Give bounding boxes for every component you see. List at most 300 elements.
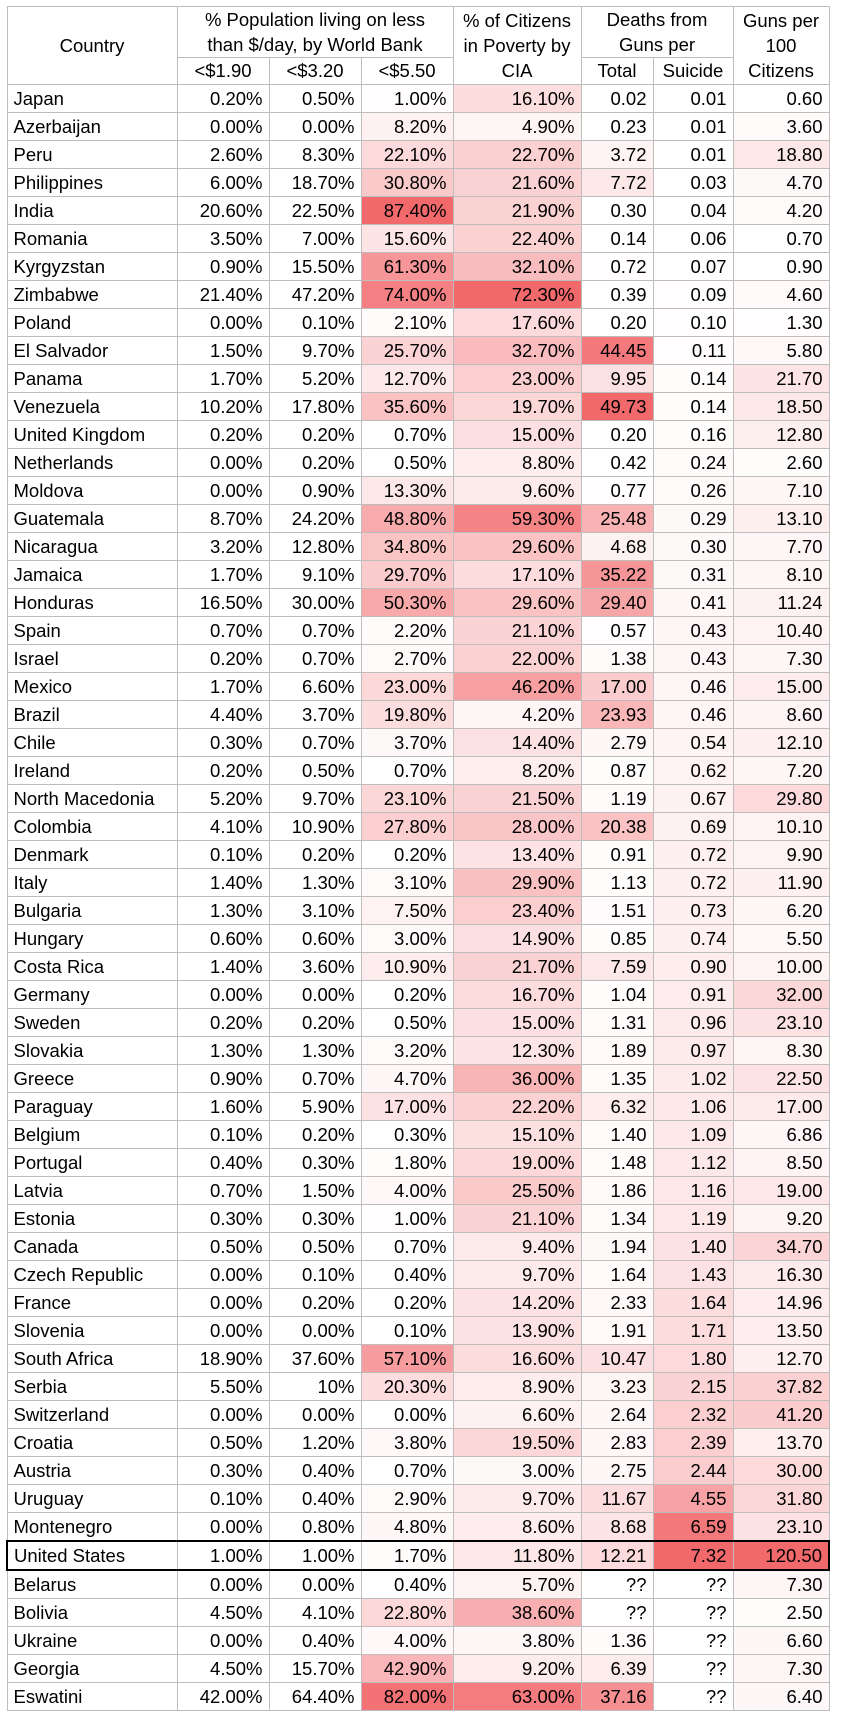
guns-cell[interactable]: 18.80	[733, 141, 829, 169]
deaths-suicide-cell[interactable]: 0.14	[653, 365, 733, 393]
wb-550-cell[interactable]: 27.80%	[361, 813, 453, 841]
guns-cell[interactable]: 11.24	[733, 589, 829, 617]
wb-550-cell[interactable]: 87.40%	[361, 197, 453, 225]
cia-cell[interactable]: 8.60%	[453, 1513, 581, 1542]
cia-cell[interactable]: 16.60%	[453, 1345, 581, 1373]
wb-550-cell[interactable]: 0.40%	[361, 1261, 453, 1289]
wb-320-cell[interactable]: 9.10%	[269, 561, 361, 589]
deaths-suicide-cell[interactable]: 1.02	[653, 1065, 733, 1093]
cia-cell[interactable]: 15.00%	[453, 421, 581, 449]
header-deaths[interactable]: Deaths from Guns per	[581, 7, 733, 58]
wb-190-cell[interactable]: 42.00%	[177, 1683, 269, 1711]
wb-320-cell[interactable]: 1.20%	[269, 1429, 361, 1457]
deaths-suicide-cell[interactable]: 1.71	[653, 1317, 733, 1345]
deaths-suicide-cell[interactable]: 0.67	[653, 785, 733, 813]
deaths-suicide-cell[interactable]: 0.46	[653, 673, 733, 701]
wb-320-cell[interactable]: 24.20%	[269, 505, 361, 533]
guns-cell[interactable]: 13.70	[733, 1429, 829, 1457]
wb-320-cell[interactable]: 3.60%	[269, 953, 361, 981]
wb-320-cell[interactable]: 10.90%	[269, 813, 361, 841]
country-cell[interactable]: Montenegro	[7, 1513, 177, 1542]
deaths-total-cell[interactable]: 17.00	[581, 673, 653, 701]
wb-190-cell[interactable]: 0.90%	[177, 1065, 269, 1093]
deaths-total-cell[interactable]: 0.72	[581, 253, 653, 281]
deaths-total-cell[interactable]: 1.64	[581, 1261, 653, 1289]
cia-cell[interactable]: 9.20%	[453, 1655, 581, 1683]
wb-190-cell[interactable]: 1.70%	[177, 673, 269, 701]
cia-cell[interactable]: 15.10%	[453, 1121, 581, 1149]
deaths-suicide-cell[interactable]: 1.06	[653, 1093, 733, 1121]
deaths-suicide-cell[interactable]: 0.16	[653, 421, 733, 449]
cia-cell[interactable]: 21.50%	[453, 785, 581, 813]
header-wb-320[interactable]: <$3.20	[269, 58, 361, 85]
guns-cell[interactable]: 7.30	[733, 1570, 829, 1599]
wb-190-cell[interactable]: 0.20%	[177, 421, 269, 449]
guns-cell[interactable]: 2.50	[733, 1599, 829, 1627]
cia-cell[interactable]: 25.50%	[453, 1177, 581, 1205]
deaths-suicide-cell[interactable]: 0.30	[653, 533, 733, 561]
deaths-total-cell[interactable]: 37.16	[581, 1683, 653, 1711]
cia-cell[interactable]: 22.00%	[453, 645, 581, 673]
country-cell[interactable]: Mexico	[7, 673, 177, 701]
wb-190-cell[interactable]: 0.00%	[177, 1289, 269, 1317]
wb-320-cell[interactable]: 0.00%	[269, 1401, 361, 1429]
wb-190-cell[interactable]: 0.20%	[177, 1009, 269, 1037]
cia-cell[interactable]: 19.50%	[453, 1429, 581, 1457]
wb-320-cell[interactable]: 30.00%	[269, 589, 361, 617]
wb-320-cell[interactable]: 15.70%	[269, 1655, 361, 1683]
deaths-total-cell[interactable]: 1.48	[581, 1149, 653, 1177]
deaths-total-cell[interactable]: 1.51	[581, 897, 653, 925]
wb-190-cell[interactable]: 0.60%	[177, 925, 269, 953]
deaths-total-cell[interactable]: 0.85	[581, 925, 653, 953]
deaths-suicide-cell[interactable]: 0.90	[653, 953, 733, 981]
deaths-suicide-cell[interactable]: 1.16	[653, 1177, 733, 1205]
wb-190-cell[interactable]: 0.50%	[177, 1233, 269, 1261]
wb-190-cell[interactable]: 0.30%	[177, 1205, 269, 1233]
wb-190-cell[interactable]: 2.60%	[177, 141, 269, 169]
deaths-total-cell[interactable]: 1.04	[581, 981, 653, 1009]
cia-cell[interactable]: 9.70%	[453, 1261, 581, 1289]
deaths-suicide-cell[interactable]: 0.43	[653, 645, 733, 673]
country-cell[interactable]: South Africa	[7, 1345, 177, 1373]
country-cell[interactable]: Poland	[7, 309, 177, 337]
wb-320-cell[interactable]: 12.80%	[269, 533, 361, 561]
wb-550-cell[interactable]: 0.40%	[361, 1570, 453, 1599]
wb-320-cell[interactable]: 3.70%	[269, 701, 361, 729]
deaths-total-cell[interactable]: 2.75	[581, 1457, 653, 1485]
wb-550-cell[interactable]: 13.30%	[361, 477, 453, 505]
wb-190-cell[interactable]: 0.00%	[177, 477, 269, 505]
deaths-total-cell[interactable]: 4.68	[581, 533, 653, 561]
deaths-total-cell[interactable]: 6.39	[581, 1655, 653, 1683]
country-cell[interactable]: Serbia	[7, 1373, 177, 1401]
deaths-suicide-cell[interactable]: 0.96	[653, 1009, 733, 1037]
wb-190-cell[interactable]: 0.70%	[177, 617, 269, 645]
wb-320-cell[interactable]: 1.00%	[269, 1541, 361, 1570]
cia-cell[interactable]: 22.20%	[453, 1093, 581, 1121]
wb-320-cell[interactable]: 0.10%	[269, 309, 361, 337]
wb-550-cell[interactable]: 0.50%	[361, 449, 453, 477]
country-cell[interactable]: Denmark	[7, 841, 177, 869]
country-cell[interactable]: Croatia	[7, 1429, 177, 1457]
country-cell[interactable]: Jamaica	[7, 561, 177, 589]
deaths-total-cell[interactable]: 1.35	[581, 1065, 653, 1093]
deaths-suicide-cell[interactable]: 0.91	[653, 981, 733, 1009]
country-cell[interactable]: Slovenia	[7, 1317, 177, 1345]
wb-550-cell[interactable]: 35.60%	[361, 393, 453, 421]
cia-cell[interactable]: 14.40%	[453, 729, 581, 757]
guns-cell[interactable]: 7.30	[733, 1655, 829, 1683]
country-cell[interactable]: Chile	[7, 729, 177, 757]
guns-cell[interactable]: 15.00	[733, 673, 829, 701]
cia-cell[interactable]: 19.70%	[453, 393, 581, 421]
wb-550-cell[interactable]: 0.70%	[361, 1457, 453, 1485]
deaths-suicide-cell[interactable]: 0.73	[653, 897, 733, 925]
wb-550-cell[interactable]: 23.10%	[361, 785, 453, 813]
wb-550-cell[interactable]: 3.10%	[361, 869, 453, 897]
deaths-suicide-cell[interactable]: 0.54	[653, 729, 733, 757]
country-cell[interactable]: Philippines	[7, 169, 177, 197]
guns-cell[interactable]: 37.82	[733, 1373, 829, 1401]
deaths-suicide-cell[interactable]: 0.31	[653, 561, 733, 589]
wb-320-cell[interactable]: 9.70%	[269, 337, 361, 365]
deaths-total-cell[interactable]: 0.02	[581, 85, 653, 113]
wb-320-cell[interactable]: 0.70%	[269, 1065, 361, 1093]
wb-320-cell[interactable]: 18.70%	[269, 169, 361, 197]
country-cell[interactable]: Greece	[7, 1065, 177, 1093]
country-cell[interactable]: France	[7, 1289, 177, 1317]
deaths-suicide-cell[interactable]: 0.97	[653, 1037, 733, 1065]
deaths-total-cell[interactable]: 1.31	[581, 1009, 653, 1037]
country-cell[interactable]: Hungary	[7, 925, 177, 953]
deaths-suicide-cell[interactable]: 0.11	[653, 337, 733, 365]
wb-190-cell[interactable]: 1.30%	[177, 1037, 269, 1065]
deaths-total-cell[interactable]: 2.33	[581, 1289, 653, 1317]
guns-cell[interactable]: 7.30	[733, 645, 829, 673]
wb-190-cell[interactable]: 6.00%	[177, 169, 269, 197]
wb-190-cell[interactable]: 20.60%	[177, 197, 269, 225]
cia-cell[interactable]: 9.60%	[453, 477, 581, 505]
deaths-total-cell[interactable]: 3.23	[581, 1373, 653, 1401]
deaths-suicide-cell[interactable]: 0.01	[653, 141, 733, 169]
deaths-total-cell[interactable]: 1.94	[581, 1233, 653, 1261]
guns-cell[interactable]: 10.40	[733, 617, 829, 645]
wb-190-cell[interactable]: 0.90%	[177, 253, 269, 281]
deaths-suicide-cell[interactable]: 1.12	[653, 1149, 733, 1177]
wb-550-cell[interactable]: 57.10%	[361, 1345, 453, 1373]
wb-190-cell[interactable]: 0.00%	[177, 1627, 269, 1655]
wb-190-cell[interactable]: 3.20%	[177, 533, 269, 561]
country-cell[interactable]: Bolivia	[7, 1599, 177, 1627]
country-cell[interactable]: Ireland	[7, 757, 177, 785]
deaths-suicide-cell[interactable]: ??	[653, 1655, 733, 1683]
deaths-total-cell[interactable]: 7.59	[581, 953, 653, 981]
wb-320-cell[interactable]: 5.20%	[269, 365, 361, 393]
wb-190-cell[interactable]: 5.50%	[177, 1373, 269, 1401]
wb-550-cell[interactable]: 8.20%	[361, 113, 453, 141]
cia-cell[interactable]: 63.00%	[453, 1683, 581, 1711]
deaths-suicide-cell[interactable]: 0.72	[653, 841, 733, 869]
wb-320-cell[interactable]: 1.30%	[269, 869, 361, 897]
cia-cell[interactable]: 6.60%	[453, 1401, 581, 1429]
guns-cell[interactable]: 32.00	[733, 981, 829, 1009]
wb-550-cell[interactable]: 20.30%	[361, 1373, 453, 1401]
wb-550-cell[interactable]: 0.20%	[361, 981, 453, 1009]
wb-320-cell[interactable]: 7.00%	[269, 225, 361, 253]
cia-cell[interactable]: 21.90%	[453, 197, 581, 225]
deaths-total-cell[interactable]: 35.22	[581, 561, 653, 589]
wb-320-cell[interactable]: 0.90%	[269, 477, 361, 505]
wb-550-cell[interactable]: 4.80%	[361, 1513, 453, 1542]
wb-190-cell[interactable]: 1.00%	[177, 1541, 269, 1570]
cia-cell[interactable]: 9.40%	[453, 1233, 581, 1261]
wb-550-cell[interactable]: 42.90%	[361, 1655, 453, 1683]
guns-cell[interactable]: 10.10	[733, 813, 829, 841]
deaths-suicide-cell[interactable]: 1.80	[653, 1345, 733, 1373]
country-cell[interactable]: Eswatini	[7, 1683, 177, 1711]
deaths-total-cell[interactable]: 6.32	[581, 1093, 653, 1121]
deaths-total-cell[interactable]: 0.87	[581, 757, 653, 785]
guns-cell[interactable]: 34.70	[733, 1233, 829, 1261]
wb-320-cell[interactable]: 9.70%	[269, 785, 361, 813]
wb-320-cell[interactable]: 5.90%	[269, 1093, 361, 1121]
country-cell[interactable]: Spain	[7, 617, 177, 645]
deaths-suicide-cell[interactable]: 0.72	[653, 869, 733, 897]
deaths-total-cell[interactable]: 2.64	[581, 1401, 653, 1429]
wb-550-cell[interactable]: 2.20%	[361, 617, 453, 645]
guns-cell[interactable]: 8.60	[733, 701, 829, 729]
wb-550-cell[interactable]: 1.80%	[361, 1149, 453, 1177]
country-cell[interactable]: El Salvador	[7, 337, 177, 365]
guns-cell[interactable]: 4.60	[733, 281, 829, 309]
guns-cell[interactable]: 19.00	[733, 1177, 829, 1205]
wb-190-cell[interactable]: 1.30%	[177, 897, 269, 925]
guns-cell[interactable]: 29.80	[733, 785, 829, 813]
header-world-bank[interactable]: % Population living on less than $/day, by World Bank	[177, 7, 453, 58]
wb-190-cell[interactable]: 1.70%	[177, 561, 269, 589]
wb-320-cell[interactable]: 0.30%	[269, 1205, 361, 1233]
wb-550-cell[interactable]: 15.60%	[361, 225, 453, 253]
guns-cell[interactable]: 10.00	[733, 953, 829, 981]
wb-550-cell[interactable]: 30.80%	[361, 169, 453, 197]
wb-190-cell[interactable]: 0.30%	[177, 1457, 269, 1485]
cia-cell[interactable]: 14.20%	[453, 1289, 581, 1317]
deaths-suicide-cell[interactable]: 0.10	[653, 309, 733, 337]
wb-320-cell[interactable]: 0.80%	[269, 1513, 361, 1542]
wb-190-cell[interactable]: 0.10%	[177, 1121, 269, 1149]
wb-190-cell[interactable]: 0.20%	[177, 645, 269, 673]
deaths-total-cell[interactable]: 0.30	[581, 197, 653, 225]
cia-cell[interactable]: 32.10%	[453, 253, 581, 281]
country-cell[interactable]: Costa Rica	[7, 953, 177, 981]
wb-190-cell[interactable]: 0.70%	[177, 1177, 269, 1205]
deaths-suicide-cell[interactable]: 4.55	[653, 1485, 733, 1513]
wb-320-cell[interactable]: 0.20%	[269, 1009, 361, 1037]
cia-cell[interactable]: 32.70%	[453, 337, 581, 365]
deaths-total-cell[interactable]: 1.19	[581, 785, 653, 813]
wb-190-cell[interactable]: 0.00%	[177, 1570, 269, 1599]
deaths-suicide-cell[interactable]: 7.32	[653, 1541, 733, 1570]
wb-320-cell[interactable]: 0.00%	[269, 981, 361, 1009]
wb-320-cell[interactable]: 64.40%	[269, 1683, 361, 1711]
wb-320-cell[interactable]: 0.00%	[269, 1570, 361, 1599]
wb-550-cell[interactable]: 3.70%	[361, 729, 453, 757]
guns-cell[interactable]: 6.86	[733, 1121, 829, 1149]
deaths-suicide-cell[interactable]: 0.04	[653, 197, 733, 225]
deaths-suicide-cell[interactable]: 1.40	[653, 1233, 733, 1261]
deaths-total-cell[interactable]: 1.38	[581, 645, 653, 673]
deaths-total-cell[interactable]: 0.39	[581, 281, 653, 309]
wb-550-cell[interactable]: 4.00%	[361, 1627, 453, 1655]
guns-cell[interactable]: 5.50	[733, 925, 829, 953]
deaths-total-cell[interactable]: ??	[581, 1570, 653, 1599]
deaths-suicide-cell[interactable]: ??	[653, 1570, 733, 1599]
deaths-suicide-cell[interactable]: 0.74	[653, 925, 733, 953]
deaths-total-cell[interactable]: 0.20	[581, 309, 653, 337]
wb-320-cell[interactable]: 0.70%	[269, 645, 361, 673]
deaths-total-cell[interactable]: 9.95	[581, 365, 653, 393]
wb-550-cell[interactable]: 0.70%	[361, 757, 453, 785]
guns-cell[interactable]: 2.60	[733, 449, 829, 477]
country-cell[interactable]: Switzerland	[7, 1401, 177, 1429]
cia-cell[interactable]: 8.80%	[453, 449, 581, 477]
wb-190-cell[interactable]: 1.40%	[177, 869, 269, 897]
wb-550-cell[interactable]: 61.30%	[361, 253, 453, 281]
deaths-total-cell[interactable]: 1.34	[581, 1205, 653, 1233]
wb-550-cell[interactable]: 74.00%	[361, 281, 453, 309]
deaths-total-cell[interactable]: 3.72	[581, 141, 653, 169]
cia-cell[interactable]: 5.70%	[453, 1570, 581, 1599]
country-cell[interactable]: Israel	[7, 645, 177, 673]
wb-320-cell[interactable]: 0.40%	[269, 1485, 361, 1513]
deaths-suicide-cell[interactable]: 2.44	[653, 1457, 733, 1485]
wb-320-cell[interactable]: 0.40%	[269, 1457, 361, 1485]
country-cell[interactable]: Guatemala	[7, 505, 177, 533]
cia-cell[interactable]: 21.60%	[453, 169, 581, 197]
wb-190-cell[interactable]: 0.00%	[177, 449, 269, 477]
wb-320-cell[interactable]: 0.10%	[269, 1261, 361, 1289]
guns-cell[interactable]: 31.80	[733, 1485, 829, 1513]
country-cell[interactable]: Netherlands	[7, 449, 177, 477]
wb-550-cell[interactable]: 0.20%	[361, 1289, 453, 1317]
country-cell[interactable]: Canada	[7, 1233, 177, 1261]
cia-cell[interactable]: 22.70%	[453, 141, 581, 169]
cia-cell[interactable]: 3.00%	[453, 1457, 581, 1485]
wb-190-cell[interactable]: 0.00%	[177, 309, 269, 337]
cia-cell[interactable]: 36.00%	[453, 1065, 581, 1093]
guns-cell[interactable]: 23.10	[733, 1009, 829, 1037]
deaths-total-cell[interactable]: 1.86	[581, 1177, 653, 1205]
wb-190-cell[interactable]: 0.50%	[177, 1429, 269, 1457]
guns-cell[interactable]: 21.70	[733, 365, 829, 393]
deaths-total-cell[interactable]: 20.38	[581, 813, 653, 841]
guns-cell[interactable]: 12.10	[733, 729, 829, 757]
wb-320-cell[interactable]: 0.30%	[269, 1149, 361, 1177]
deaths-suicide-cell[interactable]: 2.15	[653, 1373, 733, 1401]
wb-550-cell[interactable]: 0.30%	[361, 1121, 453, 1149]
country-cell[interactable]: United States	[7, 1541, 177, 1570]
guns-cell[interactable]: 17.00	[733, 1093, 829, 1121]
deaths-total-cell[interactable]: 10.47	[581, 1345, 653, 1373]
country-cell[interactable]: Latvia	[7, 1177, 177, 1205]
deaths-suicide-cell[interactable]: 0.09	[653, 281, 733, 309]
wb-190-cell[interactable]: 0.00%	[177, 981, 269, 1009]
deaths-total-cell[interactable]: 0.23	[581, 113, 653, 141]
wb-190-cell[interactable]: 18.90%	[177, 1345, 269, 1373]
wb-320-cell[interactable]: 4.10%	[269, 1599, 361, 1627]
cia-cell[interactable]: 9.70%	[453, 1485, 581, 1513]
header-wb-190[interactable]: <$1.90	[177, 58, 269, 85]
deaths-total-cell[interactable]: ??	[581, 1599, 653, 1627]
guns-cell[interactable]: 30.00	[733, 1457, 829, 1485]
wb-550-cell[interactable]: 7.50%	[361, 897, 453, 925]
country-cell[interactable]: Slovakia	[7, 1037, 177, 1065]
wb-550-cell[interactable]: 50.30%	[361, 589, 453, 617]
wb-550-cell[interactable]: 29.70%	[361, 561, 453, 589]
guns-cell[interactable]: 4.20	[733, 197, 829, 225]
wb-550-cell[interactable]: 0.20%	[361, 841, 453, 869]
country-cell[interactable]: Georgia	[7, 1655, 177, 1683]
guns-cell[interactable]: 6.40	[733, 1683, 829, 1711]
wb-550-cell[interactable]: 22.80%	[361, 1599, 453, 1627]
wb-190-cell[interactable]: 0.00%	[177, 1513, 269, 1542]
country-cell[interactable]: India	[7, 197, 177, 225]
guns-cell[interactable]: 7.10	[733, 477, 829, 505]
wb-190-cell[interactable]: 1.70%	[177, 365, 269, 393]
wb-550-cell[interactable]: 4.70%	[361, 1065, 453, 1093]
guns-cell[interactable]: 0.60	[733, 85, 829, 113]
wb-320-cell[interactable]: 1.30%	[269, 1037, 361, 1065]
deaths-total-cell[interactable]: 23.93	[581, 701, 653, 729]
deaths-suicide-cell[interactable]: ??	[653, 1599, 733, 1627]
cia-cell[interactable]: 19.00%	[453, 1149, 581, 1177]
guns-cell[interactable]: 7.20	[733, 757, 829, 785]
deaths-total-cell[interactable]: 1.40	[581, 1121, 653, 1149]
deaths-total-cell[interactable]: 0.42	[581, 449, 653, 477]
wb-190-cell[interactable]: 1.50%	[177, 337, 269, 365]
country-cell[interactable]: Sweden	[7, 1009, 177, 1037]
cia-cell[interactable]: 21.10%	[453, 1205, 581, 1233]
wb-550-cell[interactable]: 0.70%	[361, 1233, 453, 1261]
wb-550-cell[interactable]: 82.00%	[361, 1683, 453, 1711]
cia-cell[interactable]: 46.20%	[453, 673, 581, 701]
wb-190-cell[interactable]: 0.00%	[177, 1317, 269, 1345]
wb-320-cell[interactable]: 0.40%	[269, 1627, 361, 1655]
wb-550-cell[interactable]: 0.10%	[361, 1317, 453, 1345]
guns-cell[interactable]: 9.90	[733, 841, 829, 869]
guns-cell[interactable]: 3.60	[733, 113, 829, 141]
wb-550-cell[interactable]: 1.70%	[361, 1541, 453, 1570]
cia-cell[interactable]: 8.90%	[453, 1373, 581, 1401]
wb-550-cell[interactable]: 1.00%	[361, 1205, 453, 1233]
cia-cell[interactable]: 59.30%	[453, 505, 581, 533]
deaths-suicide-cell[interactable]: 0.24	[653, 449, 733, 477]
wb-550-cell[interactable]: 12.70%	[361, 365, 453, 393]
wb-190-cell[interactable]: 1.60%	[177, 1093, 269, 1121]
guns-cell[interactable]: 13.50	[733, 1317, 829, 1345]
deaths-suicide-cell[interactable]: 2.32	[653, 1401, 733, 1429]
wb-550-cell[interactable]: 10.90%	[361, 953, 453, 981]
wb-190-cell[interactable]: 0.00%	[177, 1401, 269, 1429]
country-cell[interactable]: Paraguay	[7, 1093, 177, 1121]
header-guns[interactable]: Guns per 100 Citizens	[733, 7, 829, 85]
wb-190-cell[interactable]: 0.30%	[177, 729, 269, 757]
cia-cell[interactable]: 21.10%	[453, 617, 581, 645]
wb-190-cell[interactable]: 0.00%	[177, 1261, 269, 1289]
deaths-suicide-cell[interactable]: 1.09	[653, 1121, 733, 1149]
guns-cell[interactable]: 1.30	[733, 309, 829, 337]
